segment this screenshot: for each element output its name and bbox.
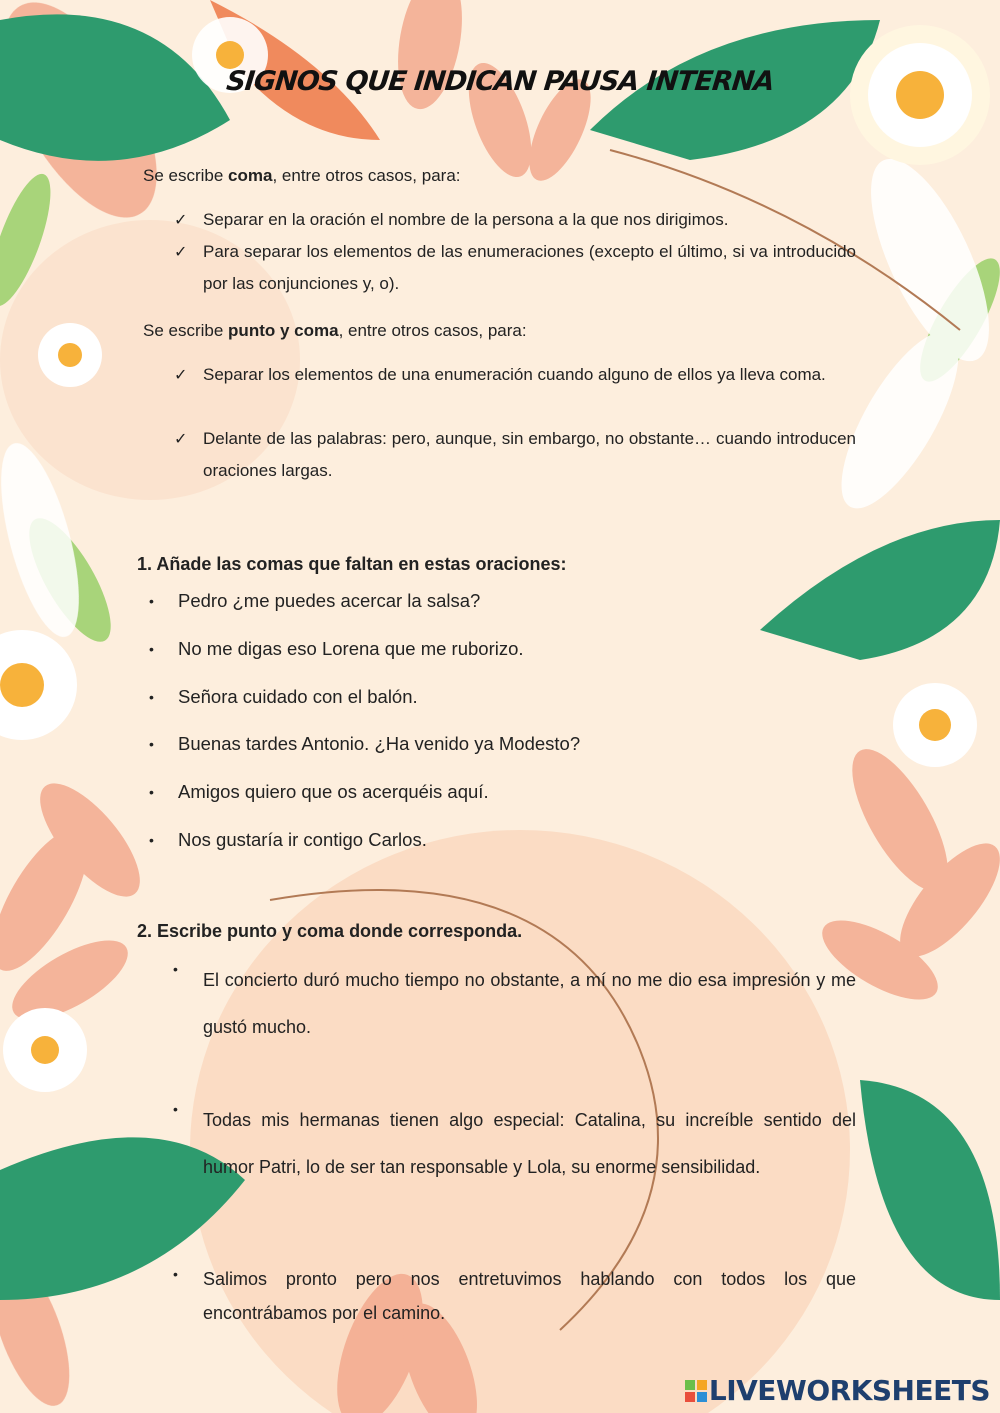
exercise-1-sentence[interactable]: Señora cuidado con el balón. <box>178 686 418 707</box>
exercise-1-sentence[interactable]: Pedro ¿me puedes acercar la salsa? <box>178 590 481 611</box>
coma-intro-pre: Se escribe <box>143 166 229 185</box>
exercise-1-sentence[interactable]: Nos gustaría ir contigo Carlos. <box>178 829 427 850</box>
bullet-icon: • <box>149 689 154 705</box>
checkmark-icon: ✓ <box>174 212 188 229</box>
coma-rule-item: Para separar los elementos de las enumeraciones (excepto el último, si va introducido por las conjunciones y, o). <box>203 242 856 293</box>
bullet-icon: • <box>149 641 154 657</box>
punto-coma-intro-pre: Se escribe <box>143 321 229 340</box>
checkmark-icon: ✓ <box>174 367 188 384</box>
coma-intro-bold: coma <box>228 166 273 185</box>
coma-intro <box>143 166 461 186</box>
punto-coma-intro-post: , entre otros casos, para: <box>338 321 527 340</box>
checkmark-icon: ✓ <box>174 244 188 261</box>
bullet-icon: • <box>173 1101 178 1117</box>
punto-coma-rule-item: Delante de las palabras: pero, aunque, sin embargo, no obstante… cuando introducen oraciones largas. <box>203 429 856 480</box>
exercise-1-sentence[interactable]: No me digas eso Lorena que me ruborizo. <box>178 638 524 659</box>
exercise-2-sentence[interactable]: Todas mis hermanas tienen algo especial: Catalina, su increíble sentido del humor Patri, lo de ser tan responsable y Lola, su enorme sensibilidad. <box>203 1110 856 1177</box>
checkmark-icon: ✓ <box>174 431 188 448</box>
punto-coma-rule-item: Separar los elementos de una enumeración cuando alguno de ellos ya lleva coma. <box>203 365 826 384</box>
coma-rule-item: Separar en la oración el nombre de la persona a la que nos dirigimos. <box>203 210 729 229</box>
liveworksheets-logo <box>685 1374 990 1407</box>
coma-intro-post: , entre otros casos, para: <box>272 166 461 185</box>
liveworksheets-grid-icon <box>685 1380 707 1402</box>
bullet-icon: • <box>149 736 154 752</box>
punto-coma-intro <box>143 321 527 341</box>
page-title: SIGNOS QUE INDICAN PAUSA INTERNA <box>224 66 776 97</box>
exercise-2-heading: 2. Escribe punto y coma donde corresponda. <box>137 921 523 941</box>
exercise-2-sentence[interactable]: El concierto duró mucho tiempo no obstante, a mí no me dio esa impresión y me gustó mucho. <box>203 970 856 1037</box>
exercise-1-sentence[interactable]: Buenas tardes Antonio. ¿Ha venido ya Modesto? <box>178 733 581 754</box>
punto-coma-intro-bold: punto y coma <box>228 321 339 340</box>
bullet-icon: • <box>149 784 154 800</box>
bullet-icon: • <box>173 961 178 977</box>
exercise-2-sentence[interactable]: Salimos pronto pero nos entretuvimos hablando con todos los que encontrábamos por el camino. <box>203 1269 856 1323</box>
bullet-icon: • <box>173 1266 178 1282</box>
bullet-icon: • <box>149 832 154 848</box>
exercise-1-heading: 1. Añade las comas que faltan en estas oraciones: <box>137 554 567 574</box>
bullet-icon: • <box>149 593 154 609</box>
brand-text: LIVEWORKSHEETS <box>708 1374 990 1407</box>
exercise-1-sentence[interactable]: Amigos quiero que os acerquéis aquí. <box>178 781 489 802</box>
